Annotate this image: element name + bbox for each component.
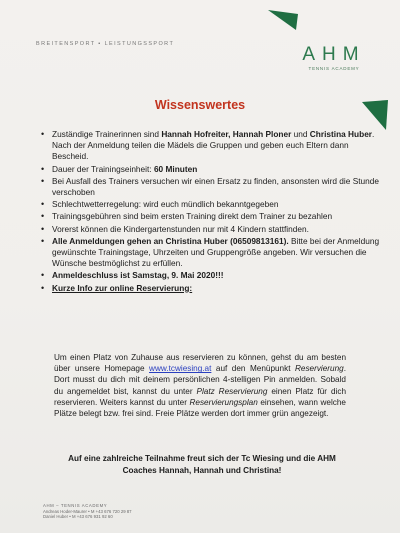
header-tagline: BREITENSPORT ▪ LEISTUNGSSPORT bbox=[36, 41, 175, 47]
list-item: • Alle Anmeldungen gehen an Christina Huber (06509813161). Bitte bei der Anmeldung gewünschte Trainingstage, Uhrzeiten und Gruppengröße angeben. Wir versuchen die Wünsche bestmöglichst zu erfüllen. bbox=[52, 236, 384, 270]
list-item: • Schlechtwetterregelung: wird euch mündlich bekanntgegeben bbox=[52, 199, 384, 210]
reservation-info-paragraph: Um einen Platz von Zuhause aus reservieren zu können, gehst du am besten über unsere Homepage www.tcwiesing.at auf den Menüpunkt Reservierung. Dort musst du dich mit deinem persönlichen 4-stelligen Pin anmelden. Sobald du angemeldet bist, kannst du unter Platz Reservierung einen Platz für dich reservieren. Weiters kannst du unter Reservierungsplan einsehen, wann welche Plätze belegt bzw. frei sind. Freie Plätze werden dort immer grün angezeigt. bbox=[54, 353, 347, 419]
info-list bbox=[40, 129, 384, 295]
footer-contacts bbox=[43, 503, 132, 520]
logo-subtitle: TENNIS ACADEMY bbox=[308, 66, 360, 71]
list-item: • Dauer der Trainingseinheit: 60 Minuten bbox=[52, 164, 384, 175]
ahm-logo bbox=[293, 45, 375, 71]
list-item: • Anmeldeschluss ist Samstag, 9. Mai 2020!!! bbox=[52, 270, 384, 281]
closing-message: Auf eine zahlreiche Teilnahme freut sich der Tc Wiesing und die AHM Coaches Hannah, Hannah und Christina! bbox=[68, 454, 336, 475]
footer-contact-line: Andreas Hoder-Maurer • M +43 676 720 29 87 bbox=[43, 508, 132, 514]
list-item: • Bei Ausfall des Trainers versuchen wir einen Ersatz zu finden, ansonsten wird die Stunde verschoben bbox=[52, 176, 384, 198]
logo-name: AHM bbox=[302, 44, 366, 65]
footer-contact-line: Daniel Huber • M +43 676 931 92 60 bbox=[43, 514, 113, 520]
footer-title: AHM – TENNIS ACADEMY bbox=[43, 503, 108, 508]
list-item: • Kurze Info zur online Reservierung: bbox=[52, 283, 384, 294]
list-item: • Vorerst können die Kindergartenstunden nur mit 4 Kindern stattfinden. bbox=[52, 224, 384, 235]
list-item: • Zuständige Trainerinnen sind Hannah Hofreiter, Hannah Ploner und Christina Huber. Nach der Anmeldung teilen die Mädels die Gruppen und geben euch Eltern dann Bescheid. bbox=[52, 129, 384, 163]
homepage-link[interactable]: www.tcwiesing.at bbox=[149, 364, 212, 374]
page-title: Wissenswertes bbox=[154, 98, 246, 112]
list-item: • Trainingsgebühren sind beim ersten Training direkt dem Trainer zu bezahlen bbox=[52, 211, 384, 222]
corner-triangle-top bbox=[268, 10, 302, 32]
